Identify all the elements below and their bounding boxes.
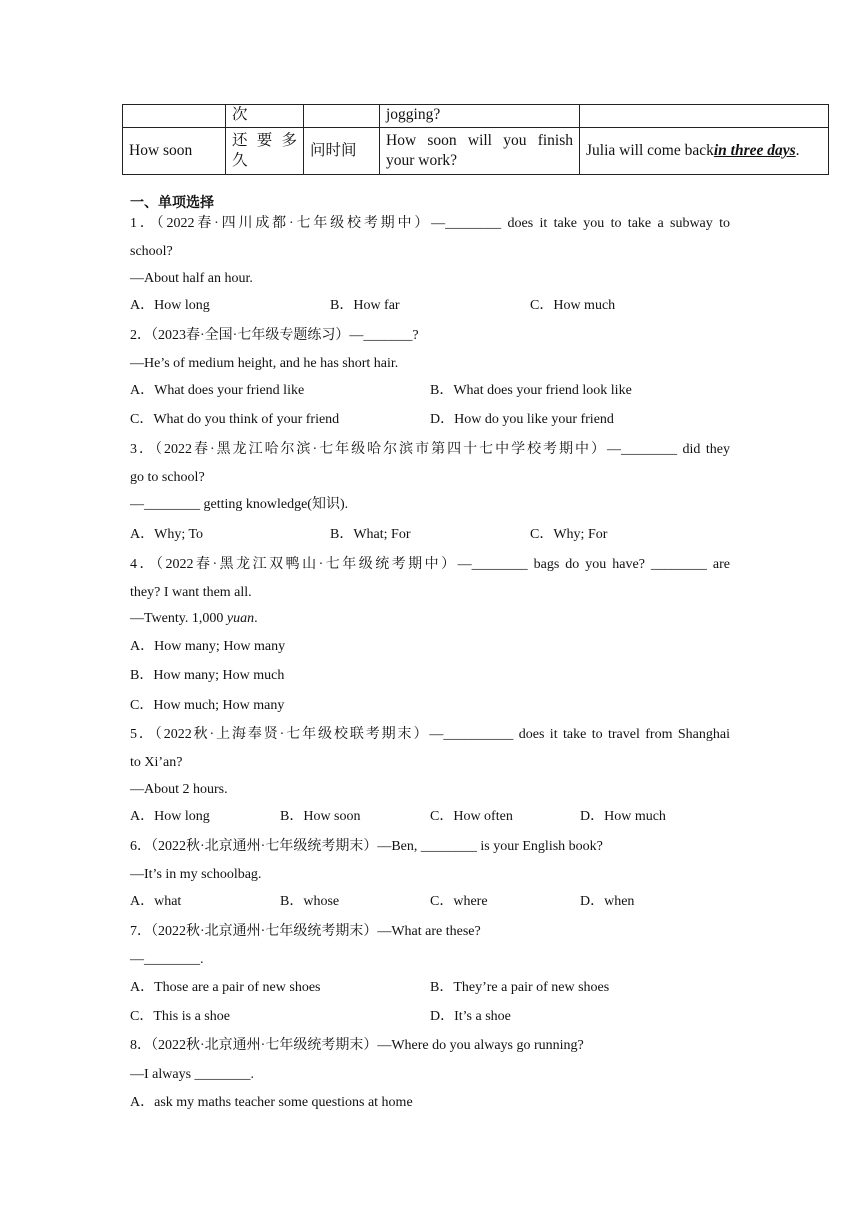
question-stem: 6．（2022秋·北京通州·七年级统考期末）—Ben, ________ is your English book?	[130, 839, 603, 854]
option-a: A．How long	[130, 298, 210, 313]
question-reply: —It’s in my schoolbag.	[130, 867, 262, 882]
table-cell	[580, 105, 829, 128]
table-cell: How soon	[123, 128, 226, 175]
option-b: B．They’re a pair of new shoes	[430, 980, 610, 995]
question-stem-cont: they? I want them all.	[130, 585, 252, 600]
table-cell-answer	[580, 128, 829, 175]
option-a: A．What does your friend like	[130, 383, 305, 398]
question-stem: 4．（2022春·黑龙江双鸭山·七年级统考期中）—________ bags do you have? ________ are	[130, 557, 730, 572]
question-stem-cont: go to school?	[130, 470, 205, 485]
question-stem: 7．（2022秋·北京通州·七年级统考期末）—What are these?	[130, 924, 481, 939]
reply-italic: yuan	[226, 611, 255, 626]
option-c: C．where	[430, 894, 488, 909]
question-reply: —About 2 hours.	[130, 782, 228, 797]
option-b: B．How soon	[280, 809, 361, 824]
table-cell: jogging?	[380, 105, 580, 128]
table-row	[123, 105, 829, 128]
option-d: D．How much	[580, 809, 666, 824]
answer-suffix: .	[795, 142, 800, 159]
option-d: D．when	[580, 894, 635, 909]
option-b: B．How many; How much	[130, 668, 285, 683]
question-stem: 8．（2022秋·北京通州·七年级统考期末）—Where do you always go running?	[130, 1038, 584, 1053]
reply-text: —Twenty. 1,000	[130, 611, 227, 626]
option-a: A．what	[130, 894, 182, 909]
table-cell	[123, 105, 226, 128]
question-reply: —________ getting knowledge(知识).	[130, 497, 349, 512]
table-cell: 问时间	[304, 128, 380, 175]
question-stem-cont: school?	[130, 244, 173, 259]
option-d: D．How do you like your friend	[430, 412, 614, 427]
option-a: A．ask my maths teacher some questions at home	[130, 1095, 413, 1110]
option-a: A．How many; How many	[130, 639, 286, 654]
option-b: B．What does your friend look like	[430, 383, 632, 398]
question-reply	[130, 610, 258, 628]
option-c: C．Why; For	[530, 527, 608, 542]
vocab-table	[122, 104, 829, 175]
question-stem-cont: to Xi’an?	[130, 755, 183, 770]
table-cell: 还 要 多 久	[226, 128, 304, 175]
option-c: C．How much	[530, 298, 616, 313]
question-stem: 3．（2022春·黑龙江哈尔滨·七年级哈尔滨市第四十七中学校考期中）—________ did they	[130, 442, 730, 457]
question-reply: —He’s of medium height, and he has short hair.	[130, 356, 399, 371]
option-a: A．Why; To	[130, 527, 204, 542]
option-b: B．whose	[280, 894, 340, 909]
answer-prefix: Julia will come back	[586, 142, 714, 159]
reply-end: .	[254, 611, 258, 626]
option-c: C．This is a shoe	[130, 1009, 230, 1024]
option-b: B．How far	[330, 298, 400, 313]
option-c: C．How often	[430, 809, 513, 824]
option-b: B．What; For	[330, 527, 411, 542]
question-stem: 2．（2023春·全国·七年级专题练习）—_______?	[130, 328, 419, 343]
option-c: C．What do you think of your friend	[130, 412, 340, 427]
table-cell: 次	[226, 105, 304, 128]
option-d: D．It’s a shoe	[430, 1009, 511, 1024]
table-cell: How soon will you finish your work?	[380, 128, 580, 175]
question-reply: —About half an hour.	[130, 271, 253, 286]
answer-highlight: in three days	[713, 142, 796, 159]
question-reply: —I always ________.	[130, 1067, 255, 1082]
table-row	[123, 128, 829, 175]
option-a: A．How long	[130, 809, 210, 824]
option-c: C．How much; How many	[130, 698, 285, 713]
question-stem: 5．（2022秋·上海奉贤·七年级校联考期末）—__________ does it take to travel from Shanghai	[130, 727, 730, 742]
option-a: A．Those are a pair of new shoes	[130, 980, 321, 995]
table-cell	[304, 105, 380, 128]
question-stem: 1．（2022春·四川成都·七年级校考期中）—________ does it take you to take a subway to	[130, 216, 730, 231]
question-reply: —________.	[130, 952, 204, 967]
section-title: 一、单项选择	[130, 196, 214, 211]
